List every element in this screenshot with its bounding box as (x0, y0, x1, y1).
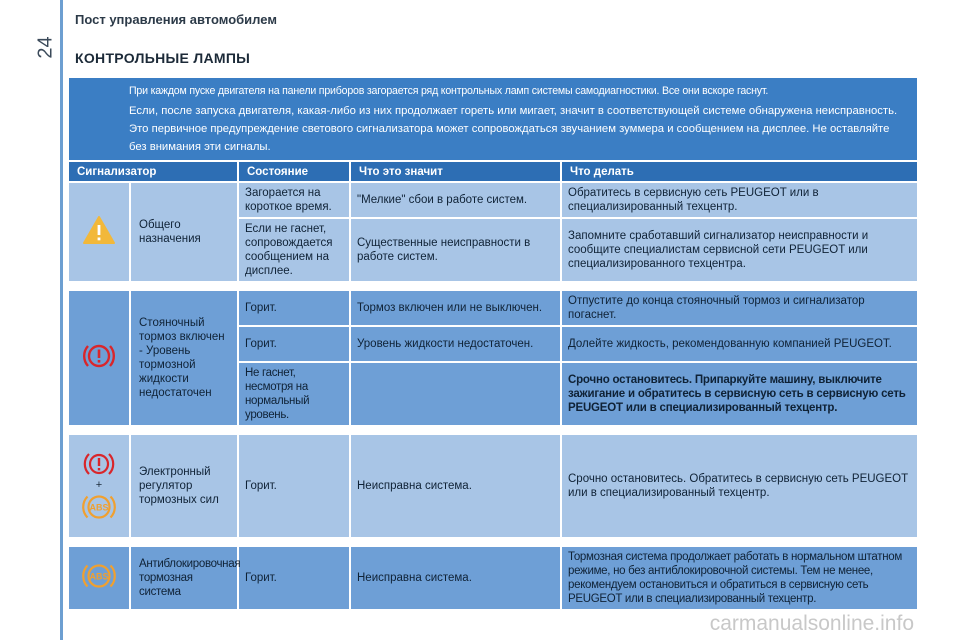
abs-label: Антиблокировочная тормозная система (131, 545, 239, 609)
col-header-meaning: Что это значит (351, 162, 562, 181)
plus-sign: + (95, 479, 103, 491)
col-header-action: Что делать (562, 162, 917, 181)
parking-state-1: Горит. (239, 289, 351, 325)
group-separator (69, 537, 917, 545)
parking-meaning-2: Уровень жидкости недостаточен. (351, 325, 562, 361)
table-row (69, 433, 917, 537)
col-header-indicator: Сигнализатор (69, 162, 239, 181)
general-label: Общего назначения (131, 181, 239, 281)
abs-icon-text: ABS (89, 571, 109, 582)
parking-state-2: Горит. (239, 325, 351, 361)
col-header-state: Состояние (239, 162, 351, 181)
general-state-1: Загорается на короткое время. (239, 181, 351, 217)
general-icon-cell (69, 181, 131, 281)
table-row (69, 545, 917, 609)
ebd-meaning: Неисправна система. (351, 433, 562, 537)
group-separator (69, 425, 917, 433)
abs-icon (81, 491, 117, 523)
brake-warning-icon (82, 449, 116, 479)
parking-meaning-3 (351, 361, 562, 425)
ebd-label: Электронный регулятор тормозных сил (131, 433, 239, 537)
parking-action-3: Срочно остановитесь. Припаркуйте машину, выключите зажигание и обратитесь в сервисную сеть в сервисную сеть PEUGEOT или в специализированный техцентр. (562, 361, 917, 425)
warning-lamps-table (69, 162, 917, 609)
watermark: carmanualsonline.info (709, 612, 914, 635)
abs-meaning: Неисправна система. (351, 545, 562, 609)
brake-warning-icon (82, 339, 116, 373)
general-meaning-1: "Мелкие" сбои в работе систем. (351, 181, 562, 217)
ebd-state: Горит. (239, 433, 351, 537)
warning-triangle-icon (82, 215, 116, 245)
abs-state: Горит. (239, 545, 351, 609)
table-row (69, 289, 917, 325)
abs-icon-text: ABS (89, 502, 109, 513)
abs-icon-cell (69, 545, 131, 609)
general-action-1: Обратитесь в сервисную сеть PEUGEOT или в специализированный техцентр. (562, 181, 917, 217)
abs-icon (81, 560, 117, 592)
general-action-2: Запомните сработавший сигнализатор неисправности и сообщите специалистам сервисной сети PEUGEOT или специализированного техцентра. (562, 217, 917, 281)
section-header: Пост управления автомобилем (75, 12, 277, 27)
general-meaning-2: Существенные неисправности в работе систем. (351, 217, 562, 281)
ebd-icon-cell (69, 433, 131, 537)
page-title: КОНТРОЛЬНЫЕ ЛАМПЫ (75, 50, 251, 66)
sidebar-line (60, 0, 63, 640)
parking-action-2: Долейте жидкость, рекомендованную компанией PEUGEOT. (562, 325, 917, 361)
intro-line-1: При каждом пуске двигателя на панели приборов загорается ряд контрольных ламп системы самодиагностики. Все они вскоре гаснут. (129, 85, 769, 97)
abs-action: Тормозная система продолжает работать в нормальном штатном режиме, но без антиблокировочной системы. Тем не менее, рекомендуем остановиться и обратиться в сервисную сеть PEUGEOT или в специализированный техцентр. (562, 545, 917, 609)
intro-line-2: Если, после запуска двигателя, какая-либо из них продолжает гореть или мигает, значит в соответствующей системе обнаружена неисправность. Это первичное предупреждение светового сигнализатора может сопровождаться звучанием зуммера и сообщением на дисплее. Не оставляйте без внимания эти сигналы. (129, 105, 898, 153)
ebd-action: Срочно остановитесь. Обратитесь в сервисную сеть PEUGEOT или в специализированный техцентр. (562, 433, 917, 537)
parking-label: Стояночный тормоз включен - Уровень тормозной жидкости недостаточен (131, 289, 239, 425)
parking-state-3: Не гаснет, несмотря на нормальный уровень. (239, 361, 351, 425)
table-header-row (69, 162, 917, 181)
parking-meaning-1: Тормоз включен или не выключен. (351, 289, 562, 325)
intro-box (69, 78, 917, 160)
table-row (69, 181, 917, 217)
parking-action-1: Отпустите до конца стояночный тормоз и сигнализатор погаснет. (562, 289, 917, 325)
page-number: 24 (34, 36, 57, 59)
general-state-2: Если не гаснет, сопровождается сообщением на дисплее. (239, 217, 351, 281)
parking-icon-cell (69, 289, 131, 425)
group-separator (69, 281, 917, 289)
